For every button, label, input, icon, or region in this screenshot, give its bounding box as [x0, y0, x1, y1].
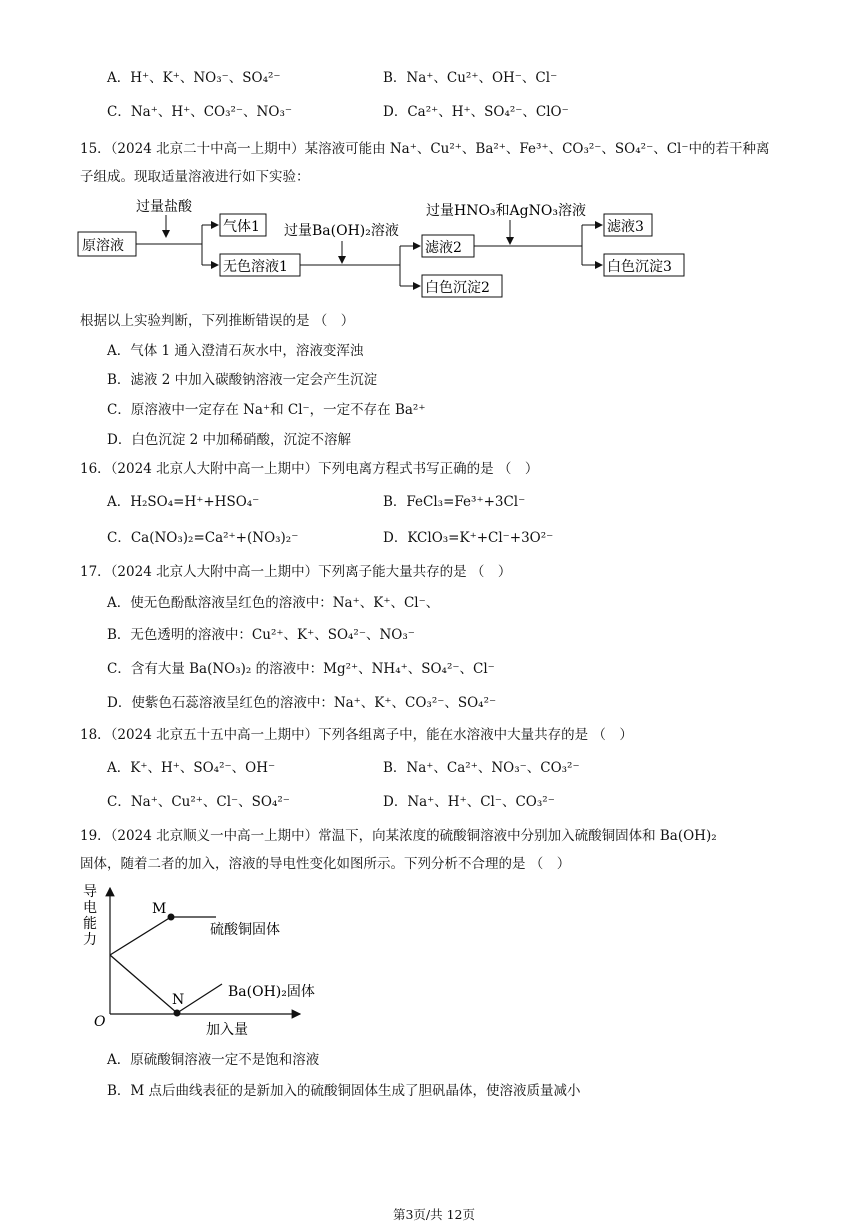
q17-stem: 17．（2024 北京人大附中高一上期中）下列离子能大量共存的是 （ ） [80, 564, 512, 580]
q19-conductivity-graph [78, 880, 358, 1040]
flow-ppt2-label: 白色沉淀2 [425, 280, 490, 296]
graph-point-m-label: M [152, 901, 167, 917]
q16-option-a: A．H₂SO₄=H⁺+HSO₄⁻ [107, 494, 260, 510]
flow-ppt3-label: 白色沉淀3 [607, 259, 672, 275]
graph-ylabel-2: 电 [83, 900, 97, 916]
graph-curve-baoh2-label: Ba(OH)₂固体 [228, 984, 315, 1000]
q15-option-b: B．滤液 2 中加入碳酸钠溶液一定会产生沉淀 [107, 372, 378, 388]
flow-filtrate2-label: 滤液2 [425, 240, 462, 256]
q16-option-c: C．Ca(NO₃)₂=Ca²⁺+(NO₃)₂⁻ [107, 530, 299, 546]
q16-option-d: D．KClO₃=K⁺+Cl⁻+3O²⁻ [383, 530, 554, 546]
q19-stem-line1: 19．（2024 北京顺义一中高一上期中）常温下，向某浓度的硫酸铜溶液中分别加入硫酸铜固体和 Ba(OH)₂ [80, 828, 717, 844]
q15-stem-line1: 15．（2024 北京二十中高一上期中）某溶液可能由 Na⁺、Cu²⁺、Ba²⁺、Fe³⁺、CO₃²⁻、SO₄²⁻、Cl⁻中的若干种离 [80, 141, 770, 157]
q18-stem: 18．（2024 北京五十五中高一上期中）下列各组离子中，能在水溶液中大量共存的是 （ ） [80, 727, 633, 743]
q16-option-b: B．FeCl₃=Fe³⁺+3Cl⁻ [383, 494, 526, 510]
q14-option-a: A．H⁺、K⁺、NO₃⁻、SO₄²⁻ [107, 70, 281, 86]
page-footer: 第3页/共 12页 [392, 1207, 476, 1222]
q14-option-c: C．Na⁺、H⁺、CO₃²⁻、NO₃⁻ [107, 104, 292, 120]
flow-reagent1-label: 过量盐酸 [136, 199, 192, 215]
q14-option-d: D．Ca²⁺、H⁺、SO₄²⁻、ClO⁻ [383, 104, 569, 120]
graph-point-n-label: N [172, 992, 185, 1008]
q14-option-b: B．Na⁺、Cu²⁺、OH⁻、Cl⁻ [383, 70, 558, 86]
q15-option-c: C．原溶液中一定存在 Na⁺和 Cl⁻，一定不存在 Ba²⁺ [107, 402, 426, 418]
q15-flow-diagram [70, 193, 710, 305]
flow-filtrate3-label: 滤液3 [607, 219, 644, 235]
graph-point-n [174, 1010, 181, 1017]
q15-stem-line2: 子组成。现取适量溶液进行如下实验： [80, 169, 310, 185]
q19-option-a: A．原硫酸铜溶液一定不是饱和溶液 [107, 1052, 320, 1068]
q19-option-b: B．M 点后曲线表征的是新加入的硫酸铜固体生成了胆矾晶体，使溶液质量减小 [107, 1083, 581, 1099]
graph-point-m [168, 914, 175, 921]
q18-option-a: A．K⁺、H⁺、SO₄²⁻、OH⁻ [107, 760, 276, 776]
flow-reagent2-label: 过量Ba(OH)₂溶液 [284, 223, 399, 239]
q18-option-c: C．Na⁺、Cu²⁺、Cl⁻、SO₄²⁻ [107, 794, 290, 810]
graph-origin-label: O [94, 1014, 106, 1030]
graph-xlabel: 加入量 [206, 1022, 248, 1038]
graph-curve-cuso4 [110, 917, 216, 955]
graph-ylabel-3: 能 [83, 916, 97, 932]
q17-option-b: B．无色透明的溶液中：Cu²⁺、K⁺、SO₄²⁻、NO₃⁻ [107, 627, 415, 643]
q15-ask: 根据以上实验判断，下列推断错误的是 （ ） [80, 313, 355, 329]
graph-ylabel-1: 导 [83, 884, 97, 900]
flow-reagent3-label: 过量HNO₃和AgNO₃溶液 [426, 203, 586, 219]
q15-option-d: D．白色沉淀 2 中加稀硝酸，沉淀不溶解 [107, 432, 351, 448]
graph-ylabel-4: 力 [83, 932, 97, 948]
flow-sol1-label: 无色溶液1 [223, 259, 288, 275]
q17-option-d: D．使紫色石蕊溶液呈红色的溶液中：Na⁺、K⁺、CO₃²⁻、SO₄²⁻ [107, 695, 497, 711]
flow-gas1-label: 气体1 [223, 219, 260, 235]
q18-option-d: D．Na⁺、H⁺、Cl⁻、CO₃²⁻ [383, 794, 555, 810]
q17-option-a: A．使无色酚酞溶液呈红色的溶液中：Na⁺、K⁺、Cl⁻、 [107, 595, 440, 611]
q17-option-c: C．含有大量 Ba(NO₃)₂ 的溶液中：Mg²⁺、NH₄⁺、SO₄²⁻、Cl⁻ [107, 661, 495, 677]
graph-curve-cuso4-label: 硫酸铜固体 [210, 922, 280, 938]
q15-option-a: A．气体 1 通入澄清石灰水中，溶液变浑浊 [107, 343, 364, 359]
q19-stem-line2: 固体，随着二者的加入，溶液的导电性变化如图所示。下列分析不合理的是 （ ） [80, 856, 571, 872]
flow-start-label: 原溶液 [82, 238, 124, 254]
q18-option-b: B．Na⁺、Ca²⁺、NO₃⁻、CO₃²⁻ [383, 760, 580, 776]
q16-stem: 16．（2024 北京人大附中高一上期中）下列电离方程式书写正确的是 （ ） [80, 461, 539, 477]
graph-curve-baoh2 [110, 955, 222, 1013]
